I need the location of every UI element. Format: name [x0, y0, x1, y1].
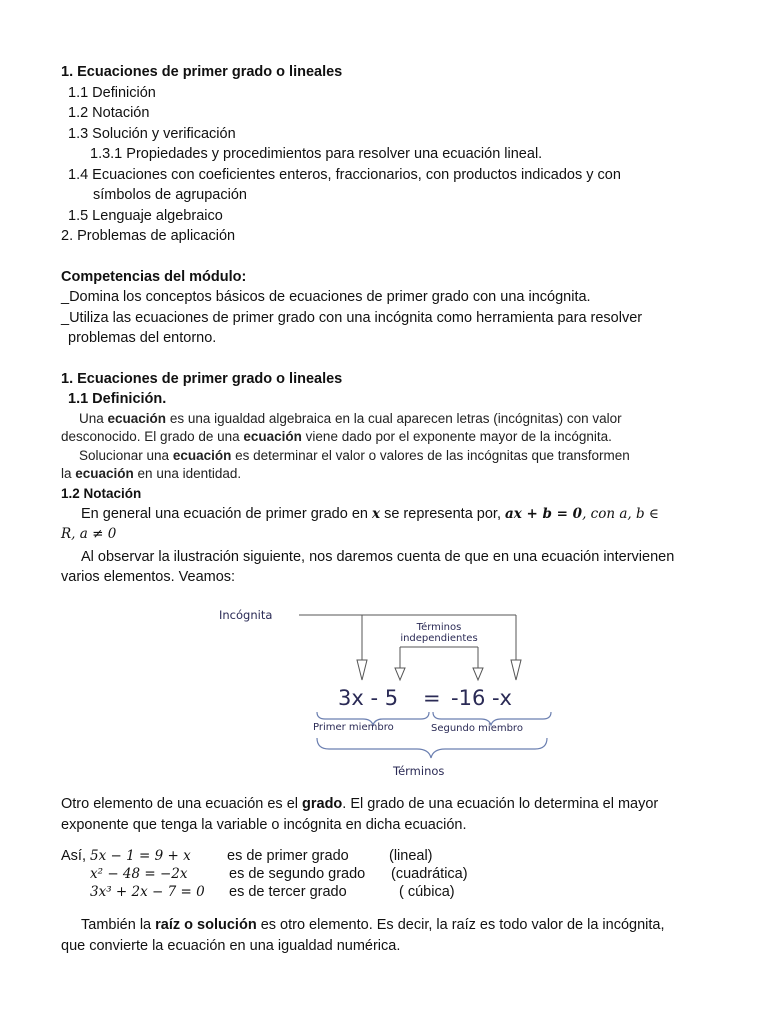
toc-item: 1.2 Notación: [68, 105, 150, 121]
equation-elements-diagram: [205, 598, 565, 788]
competencia-item: problemas del entorno.: [68, 330, 217, 346]
example-equation: Así, 5x − 1 = 9 + x: [61, 848, 191, 864]
terminos-label: Términos: [393, 764, 445, 778]
example-type: ( cúbica): [399, 884, 455, 900]
arrow-icon: [473, 668, 483, 680]
toc-item: 1.3.1 Propiedades y procedimientos para resolver una ecuación lineal.: [90, 146, 543, 162]
section-title: 1. Ecuaciones de primer grado o lineales: [61, 370, 343, 387]
arrow-icon: [357, 660, 367, 680]
segundo-miembro-label: Segundo miembro: [431, 723, 523, 734]
competencia-item: _Domina los conceptos básicos de ecuaciones de primer grado con una incógnita.: [61, 289, 591, 305]
raiz-paragraph: que convierte la ecuación en una igualdad numérica.: [61, 937, 401, 954]
raiz-paragraph: También la raíz o solución es otro elemento. Es decir, la raíz es todo valor de la incógnita,: [81, 917, 665, 933]
terminos-independientes-label: independientes: [400, 633, 478, 644]
brace-terminos: [317, 738, 547, 758]
definition-paragraph: Una ecuación es una igualdad algebraica en la cual aparecen letras (incógnitas) con valor: [79, 410, 622, 426]
competencias-title: Competencias del módulo:: [61, 268, 247, 285]
example-desc: es de primer grado: [227, 848, 349, 864]
equation-left: 3x - 5: [338, 686, 399, 710]
arrow-icon: [395, 668, 405, 680]
grado-example: [61, 865, 721, 883]
definition-paragraph: Solucionar una ecuación es determinar el valor o valores de las incógnitas que transformen: [79, 447, 630, 463]
notacion-condition: R, a ≠ 0: [61, 526, 117, 542]
grado-example: [61, 883, 721, 901]
terminos-independientes-label: Términos: [416, 622, 462, 633]
example-desc: es de tercer grado: [229, 884, 347, 900]
notacion-title: 1.2 Notación: [61, 485, 142, 501]
grado-paragraph: Otro elemento de una ecuación es el grado. El grado de una ecuación lo determina el mayor: [61, 796, 659, 812]
example-type: (lineal): [389, 848, 433, 864]
notacion-paragraph: En general una ecuación de primer grado en x se representa por, ax + b = 0, con a, b ∈: [81, 505, 659, 522]
toc-item: 1. Ecuaciones de primer grado o lineales: [61, 64, 343, 80]
lower-section: [61, 794, 721, 956]
equation-right: -16 -x: [451, 686, 512, 710]
toc-item: 1.1 Definición: [68, 84, 156, 101]
subsection-title: 1.1 Definición.: [68, 391, 167, 407]
arrow-icon: [511, 660, 521, 680]
grado-paragraph: exponente que tenga la variable o incógnita en dicha ecuación.: [61, 816, 467, 833]
toc-item: 1.4 Ecuaciones con coeficientes enteros, fraccionarios, con productos indicados y con: [68, 166, 621, 183]
primer-miembro-label: Primer miembro: [313, 722, 394, 733]
example-equation: x² − 48 = −2x: [90, 866, 188, 882]
toc-item: 1.3 Solución y verificación: [68, 125, 236, 142]
toc-item: 2. Problemas de aplicación: [61, 228, 236, 244]
example-equation: 3x³ + 2x − 7 = 0: [90, 884, 205, 900]
definition-paragraph: la ecuación en una identidad.: [61, 466, 242, 481]
toc-item: símbolos de agrupación: [93, 187, 247, 203]
grado-example: [61, 847, 721, 865]
equation-equals: =: [423, 686, 441, 710]
notacion-paragraph: Al observar la ilustración siguiente, nos daremos cuenta de que en una ecuación intervienen: [81, 548, 675, 565]
competencia-item: _Utiliza las ecuaciones de primer grado con una incógnita como herramienta para resolver: [61, 309, 643, 326]
definition-paragraph: desconocido. El grado de una ecuación viene dado por el exponente mayor de la incógnita.: [61, 429, 612, 444]
example-type: (cuadrática): [391, 866, 468, 882]
incognita-label: Incógnita: [219, 608, 273, 622]
diagram-svg: [205, 598, 565, 788]
notacion-paragraph: varios elementos. Veamos:: [61, 569, 236, 585]
example-desc: es de segundo grado: [229, 866, 366, 882]
toc-item: 1.5 Lenguaje algebraico: [68, 207, 223, 224]
document-page: [61, 62, 721, 588]
